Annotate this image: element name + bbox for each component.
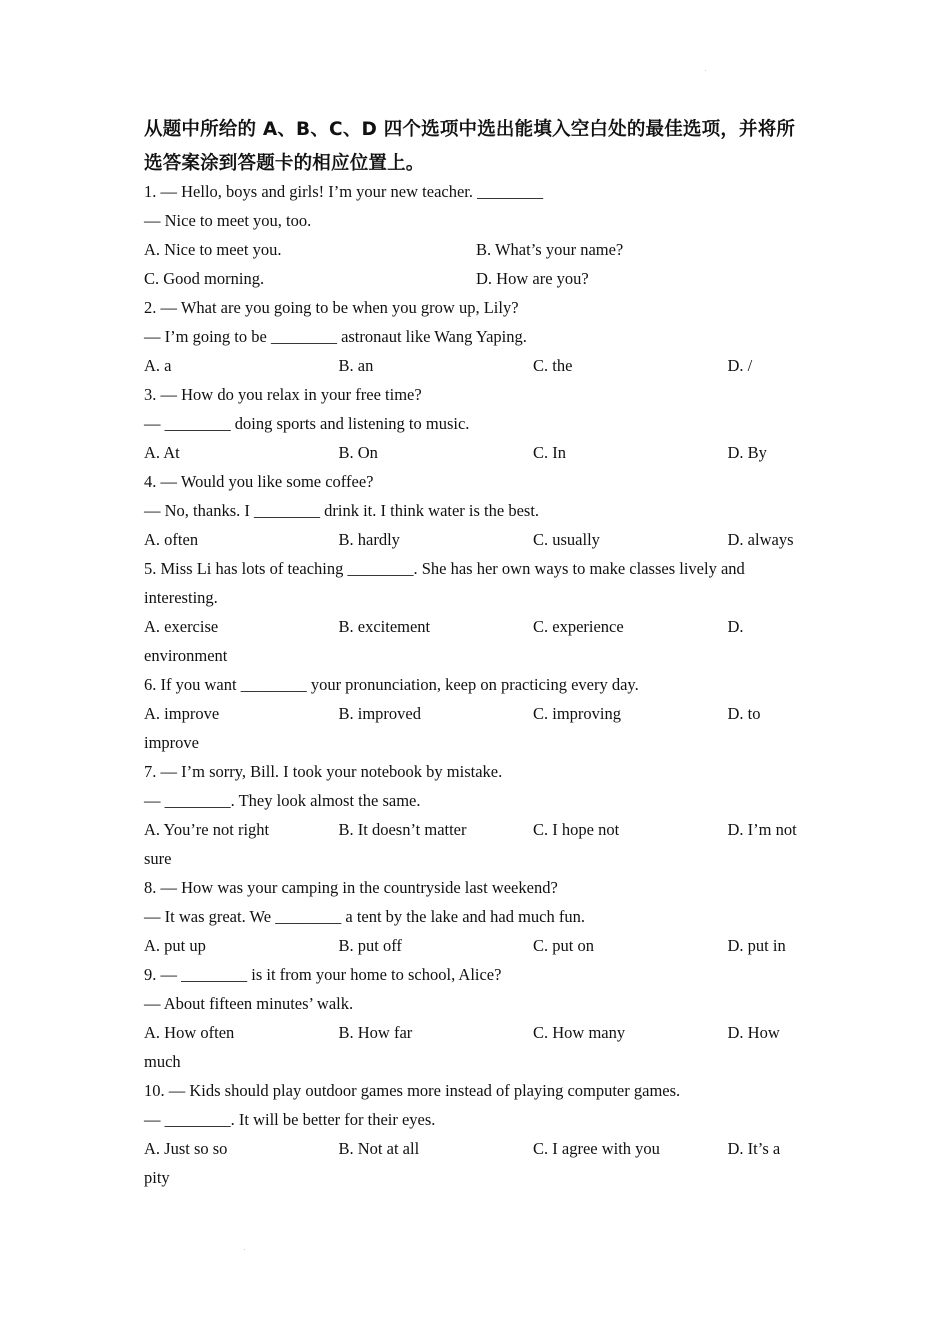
option-c[interactable]: C. In <box>533 443 566 462</box>
question-10 <box>144 1076 808 1192</box>
option-d[interactable]: D. put in <box>727 936 786 955</box>
option-b[interactable]: B. It doesn’t matter <box>338 820 467 839</box>
question-8 <box>144 873 808 960</box>
question-line: — About fifteen minutes’ walk. <box>144 994 354 1013</box>
question-line: interesting. <box>144 588 218 607</box>
option-b[interactable]: B. an <box>338 356 374 375</box>
option-a[interactable]: A. exercise <box>144 617 219 636</box>
option-d[interactable]: D. / <box>727 356 753 375</box>
option-d[interactable]: D. How are you? <box>476 269 589 288</box>
question-6 <box>144 670 808 757</box>
option-a[interactable]: A. At <box>144 443 180 462</box>
option-d[interactable]: D. to <box>727 704 761 723</box>
question-stem: 7. — I’m sorry, Bill. I took your notebook by mistake. <box>144 762 503 781</box>
question-7 <box>144 757 808 873</box>
option-a[interactable]: A. often <box>144 530 199 549</box>
option-c[interactable]: C. How many <box>533 1023 626 1042</box>
question-9 <box>144 960 808 1076</box>
option-d-continued: environment <box>144 646 228 665</box>
question-4 <box>144 467 808 554</box>
option-b[interactable]: B. hardly <box>338 530 400 549</box>
option-d[interactable]: D. How <box>727 1023 780 1042</box>
option-b[interactable]: B. excitement <box>338 617 431 636</box>
option-b[interactable]: B. On <box>338 443 378 462</box>
question-stem: 1. — Hello, boys and girls! I’m your new teacher. ________ <box>144 182 544 201</box>
question-1 <box>144 177 808 293</box>
option-b[interactable]: B. Not at all <box>338 1139 420 1158</box>
question-stem: 9. — ________ is it from your home to school, Alice? <box>144 965 502 984</box>
decorative-dot <box>244 1249 245 1250</box>
question-stem: 6. If you want ________ your pronunciation, keep on practicing every day. <box>144 675 639 694</box>
options-row <box>144 264 808 293</box>
option-a[interactable]: A. You’re not right <box>144 820 270 839</box>
options-row <box>144 699 808 728</box>
question-2 <box>144 293 808 380</box>
option-c[interactable]: C. I agree with you <box>533 1139 660 1158</box>
option-d-continued: pity <box>144 1168 170 1187</box>
question-line: — ________ doing sports and listening to music. <box>144 414 470 433</box>
question-line: — ________. It will be better for their eyes. <box>144 1110 436 1129</box>
question-stem: 2. — What are you going to be when you grow up, Lily? <box>144 298 519 317</box>
option-b[interactable]: B. improved <box>338 704 421 723</box>
options-row <box>144 438 808 467</box>
question-line: — It was great. We ________ a tent by the lake and had much fun. <box>144 907 585 926</box>
question-stem: 5. Miss Li has lots of teaching ________. She has her own ways to make classes lively and <box>144 559 745 578</box>
option-d-continued: sure <box>144 849 172 868</box>
question-line: — No, thanks. I ________ drink it. I think water is the best. <box>144 501 540 520</box>
option-d-continued: much <box>144 1052 181 1071</box>
option-c[interactable]: C. Good morning. <box>144 269 265 288</box>
question-list <box>144 177 808 1192</box>
decorative-dot <box>705 70 706 71</box>
option-d[interactable]: D. It’s a <box>727 1139 781 1158</box>
option-c[interactable]: C. put on <box>533 936 594 955</box>
options-row <box>144 235 808 264</box>
option-a[interactable]: A. a <box>144 356 172 375</box>
option-d-continued: improve <box>144 733 199 752</box>
question-line: — I’m going to be ________ astronaut like Wang Yaping. <box>144 327 527 346</box>
option-a[interactable]: A. How often <box>144 1023 235 1042</box>
option-c[interactable]: C. improving <box>533 704 622 723</box>
options-row <box>144 1134 808 1163</box>
option-d[interactable]: D. By <box>727 443 767 462</box>
question-stem: 10. — Kids should play outdoor games more instead of playing computer games. <box>144 1081 681 1100</box>
option-d[interactable]: D. always <box>727 530 794 549</box>
question-stem: 4. — Would you like some coffee? <box>144 472 374 491</box>
option-d[interactable]: D. I’m not <box>727 820 797 839</box>
option-a[interactable]: A. put up <box>144 936 206 955</box>
option-b[interactable]: B. put off <box>338 936 402 955</box>
option-a[interactable]: A. improve <box>144 704 220 723</box>
option-a[interactable]: A. Just so so <box>144 1139 228 1158</box>
option-c[interactable]: C. usually <box>533 530 600 549</box>
question-line: — ________. They look almost the same. <box>144 791 421 810</box>
options-row <box>144 931 808 960</box>
section-instruction: 从题中所给的 A、B、C、D 四个选项中选出能填入空白处的最佳选项，并将所选答案涂到答题卡的相应位置上。 <box>144 119 796 174</box>
option-c[interactable]: C. the <box>533 356 573 375</box>
question-stem: 8. — How was your camping in the countryside last weekend? <box>144 878 558 897</box>
option-b[interactable]: B. What’s your name? <box>476 240 624 259</box>
question-5 <box>144 554 808 670</box>
option-c[interactable]: C. I hope not <box>533 820 620 839</box>
question-3 <box>144 380 808 467</box>
options-row <box>144 525 808 554</box>
options-row <box>144 1018 808 1047</box>
option-a[interactable]: A. Nice to meet you. <box>144 240 282 259</box>
options-row <box>144 815 808 844</box>
question-line: — Nice to meet you, too. <box>144 211 312 230</box>
option-b[interactable]: B. How far <box>338 1023 413 1042</box>
option-d[interactable]: D. <box>727 617 744 636</box>
exam-page <box>144 113 808 1192</box>
question-stem: 3. — How do you relax in your free time? <box>144 385 422 404</box>
options-row <box>144 351 808 380</box>
options-row <box>144 612 808 641</box>
option-c[interactable]: C. experience <box>533 617 624 636</box>
